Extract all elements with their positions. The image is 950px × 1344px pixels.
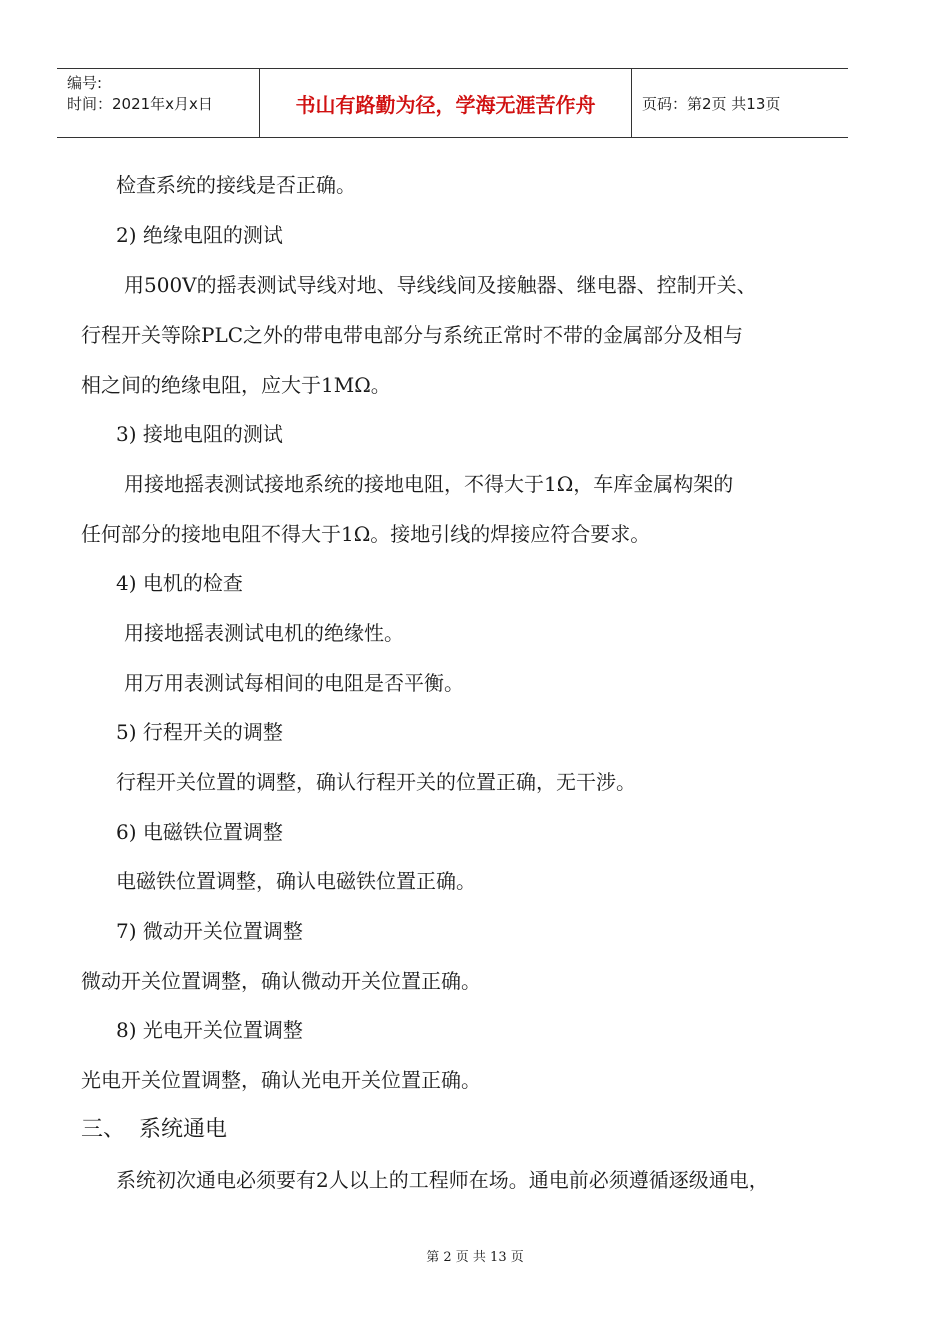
page-info-cell	[632, 69, 848, 137]
page-info-text: 页码：第2页 共13页	[642, 94, 781, 113]
body-line-10: 用接地摇表测试电机的绝缘性。	[124, 621, 404, 645]
sub-heading-4: 4) 电机的检查	[116, 571, 243, 595]
sub-heading-2: 2) 绝缘电阻的测试	[116, 223, 283, 247]
body-line-1: 检查系统的接线是否正确。	[116, 173, 356, 197]
header-info-cell	[57, 69, 259, 137]
motto-cell	[259, 69, 632, 137]
body-line-15: 电磁铁位置调整，确认电磁铁位置正确。	[116, 869, 476, 893]
section-heading-3: 三、 系统通电	[81, 1117, 227, 1142]
header-table	[57, 68, 848, 138]
sub-heading-6: 6) 电磁铁位置调整	[116, 820, 283, 844]
body-line-3: 用500V的摇表测试导线对地、导线线间及接触器、继电器、控制开关、	[124, 273, 757, 297]
date-label: 时间：2021年x月x日	[67, 95, 213, 113]
sub-heading-3: 3) 接地电阻的测试	[116, 422, 283, 446]
page-footer: 第 2 页 共 13 页	[426, 1250, 524, 1265]
sub-heading-8: 8) 光电开关位置调整	[116, 1018, 303, 1042]
body-line-11: 用万用表测试每相间的电阻是否平衡。	[124, 671, 464, 695]
body-line-13: 行程开关位置的调整，确认行程开关的位置正确，无干涉。	[116, 770, 636, 794]
body-line-4: 行程开关等除PLC之外的带电带电部分与系统正常时不带的金属部分及相与	[81, 323, 744, 347]
body-line-19: 光电开关位置调整，确认光电开关位置正确。	[81, 1068, 481, 1092]
body-line-21: 系统初次通电必须要有2人以上的工程师在场。通电前必须遵循逐级通电，	[116, 1168, 769, 1192]
motto-text: 书山有路勤为径，学海无涯苦作舟	[295, 92, 596, 117]
body-line-8: 任何部分的接地电阻不得大于1Ω。接地引线的焊接应符合要求。	[81, 522, 651, 546]
sub-heading-5: 5) 行程开关的调整	[116, 720, 283, 744]
body-line-5: 相之间的绝缘电阻，应大于1MΩ。	[81, 373, 391, 397]
body-line-17: 微动开关位置调整，确认微动开关位置正确。	[81, 969, 481, 993]
number-label: 编号:	[67, 74, 103, 92]
body-line-7: 用接地摇表测试接地系统的接地电阻，不得大于1Ω，车库金属构架的	[124, 472, 734, 496]
sub-heading-7: 7) 微动开关位置调整	[116, 919, 303, 943]
